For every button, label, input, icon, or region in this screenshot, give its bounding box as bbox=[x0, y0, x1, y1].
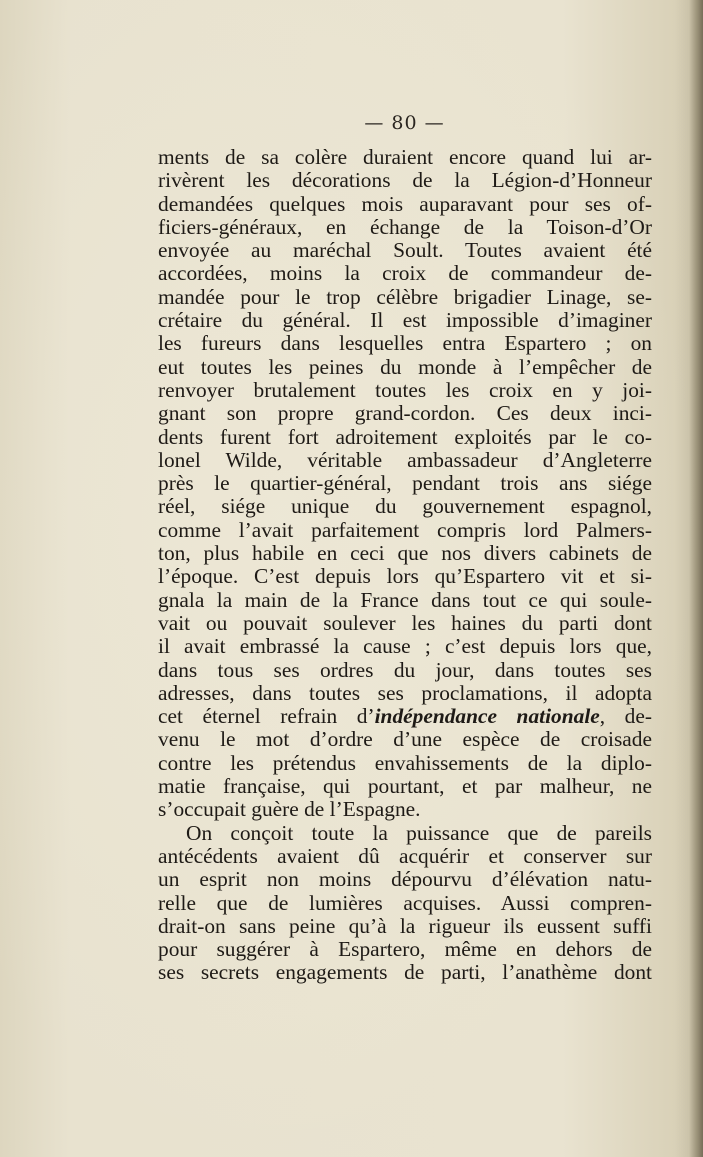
text-run: , de- bbox=[599, 704, 652, 729]
text-line: contre les prétendus envahissements de la diplo- bbox=[158, 750, 652, 775]
text-line: renvoyer brutalement toutes les croix en y joi- bbox=[158, 377, 652, 402]
text-line: gnant son propre grand-cordon. Ces deux inci- bbox=[158, 401, 652, 426]
text-line: ficiers-généraux, en échange de la Toison-d’Or bbox=[158, 214, 652, 239]
text-line-with-italic bbox=[158, 705, 652, 728]
text-line: il avait embrassé la cause ; c’est depuis lors que, bbox=[158, 634, 652, 659]
text-line: les fureurs dans lesquelles entra Espartero ; on bbox=[158, 331, 652, 356]
text-line: s’occupait guère de l’Espagne. bbox=[158, 797, 421, 822]
page-binding-shadow bbox=[689, 0, 703, 1157]
italic-phrase: indépendance nationale bbox=[374, 704, 600, 729]
text-line: gnala la main de la France dans tout ce qui soule- bbox=[158, 587, 652, 612]
text-line: mandée pour le trop célèbre brigadier Linage, se- bbox=[158, 284, 652, 309]
page-number: — 80 — bbox=[364, 112, 445, 134]
text-line: rivèrent les décorations de la Légion-d’Honneur bbox=[158, 168, 652, 193]
text-line: matie française, qui pourtant, et par malheur, ne bbox=[158, 774, 652, 799]
text-line: On conçoit toute la puissance que de pareils bbox=[186, 820, 652, 845]
text-line: ments de sa colère duraient encore quand lui ar- bbox=[158, 145, 652, 169]
text-line: ton, plus habile en ceci que nos divers cabinets de bbox=[158, 541, 652, 566]
text-line: demandées quelques mois auparavant pour ses of- bbox=[158, 191, 652, 216]
text-line: drait-on sans peine qu’à la rigueur ils eussent suffi bbox=[158, 913, 652, 938]
text-line: crétaire du général. Il est impossible d’imaginer bbox=[158, 308, 652, 333]
paragraph-2 bbox=[158, 822, 652, 985]
text-line: ses secrets engagements de parti, l’anathème dont bbox=[158, 960, 652, 985]
text-line: antécédents avaient dû acquérir et conserver sur bbox=[158, 843, 652, 868]
text-line: réel, siége unique du gouvernement espagnol, bbox=[158, 494, 652, 519]
text-line: eut toutes les peines du monde à l’empêcher de bbox=[158, 354, 652, 379]
text-line: dents furent fort adroitement exploités par le co- bbox=[158, 424, 652, 449]
text-line: dans tous ses ordres du jour, dans toutes ses bbox=[158, 657, 652, 682]
body-text bbox=[158, 146, 652, 985]
text-line: comme l’avait parfaitement compris lord Palmers- bbox=[158, 517, 652, 542]
text-line: vait ou pouvait soulever les haines du parti dont bbox=[158, 610, 652, 635]
text-line: lonel Wilde, véritable ambassadeur d’Angleterre bbox=[158, 447, 652, 472]
text-line: pour suggérer à Espartero, même en dehors de bbox=[158, 937, 652, 962]
paragraph-1 bbox=[158, 146, 652, 822]
text-line: venu le mot d’ordre d’une espèce de croisade bbox=[158, 727, 652, 752]
text-line: près le quartier-général, pendant trois ans siége bbox=[158, 471, 652, 496]
text-line: adresses, dans toutes ses proclamations, il adopta bbox=[158, 680, 652, 705]
text-line: accordées, moins la croix de commandeur de- bbox=[158, 261, 652, 286]
text-line: l’époque. C’est depuis lors qu’Espartero vit et si- bbox=[158, 564, 652, 589]
text-line: un esprit non moins dépourvu d’élévation natu- bbox=[158, 867, 652, 892]
text-run: cet éternel refrain d’ bbox=[158, 704, 375, 729]
text-line: envoyée au maréchal Soult. Toutes avaient été bbox=[158, 238, 652, 263]
text-line: relle que de lumières acquises. Aussi compren- bbox=[158, 890, 652, 915]
